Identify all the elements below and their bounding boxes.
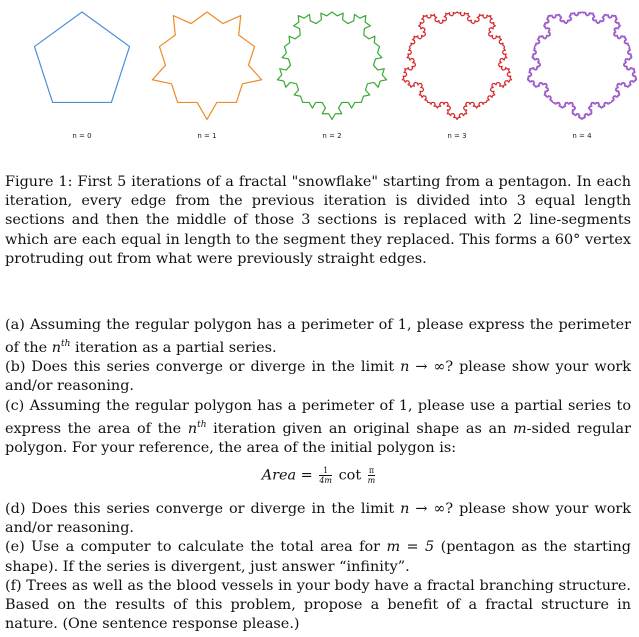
iteration-label-2: n = 2: [322, 132, 342, 140]
iteration-label-1: n = 1: [197, 132, 217, 140]
question-e: (e) Use a computer to calculate the total area for m = 5 (pentagon as the starting shape). If the series is divergent, just answer “infinity”.: [5, 539, 631, 575]
snowflake-iteration-2: [277, 12, 386, 119]
fraction-one-over-4m: $\frac{1}{4m}$: [319, 466, 333, 485]
iteration-label-4: n = 4: [572, 132, 592, 140]
question-b: (b) Does this series converge or diverge in the limit n → ∞? please show your work and/or reasoning.: [5, 359, 631, 395]
question-c: (c) Assuming the regular polygon has a perimeter of 1, please use a partial series to express the area of the $n^{th}$ iteration given an original shape as an m-sided regular polygon. For your reference, the area of the initial polygon is:: [5, 397, 631, 456]
snowflake-iteration-1: [152, 12, 261, 119]
fraction-pi-over-m: $\frac{\pi}{m}$: [367, 466, 376, 485]
snowflake-iteration-3: [402, 12, 511, 119]
iteration-label-0: n = 0: [72, 132, 92, 140]
questions-abc: [5, 316, 631, 458]
snowflake-figure: [0, 0, 639, 150]
question-d: (d) Does this series converge or diverge in the limit n → ∞? please show your work and/or reasoning.: [5, 501, 631, 537]
question-f: (f) Trees as well as the blood vessels in your body have a fractal branching structure. Based on the results of this problem, propose a benefit of a fractal structure in nature. (One sentence response please.): [5, 577, 631, 633]
snowflake-iteration-0: [34, 12, 129, 102]
snowflake-iteration-4: [527, 12, 636, 119]
iteration-label-3: n = 3: [447, 132, 467, 140]
questions-def: [5, 500, 631, 634]
area-formula: Area = $\frac{1}{4m}$ cot $\frac{\pi}{m}$: [261, 466, 376, 485]
question-a: (a) Assuming the regular polygon has a perimeter of 1, please express the perimeter of the $n^{th}$ iteration as a partial series.: [5, 317, 631, 356]
figure-caption: Figure 1: First 5 iterations of a fractal "snowflake" starting from a pentagon. In each iteration, every edge from the previous iteration is divided into 3 equal length sections and then the middle of those 3 sections is replaced with 2 line-segments which are each equal in length to the segment they replaced. This forms a 60° vertex protruding out from what were previously straight edges.: [5, 174, 631, 267]
